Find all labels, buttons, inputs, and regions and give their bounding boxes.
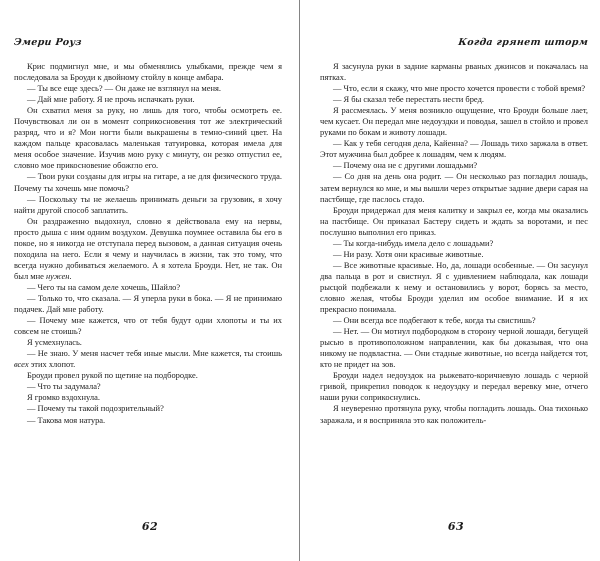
paragraph-text: — Не знаю. У меня насчет тебя иные мысли. Мне кажется, ты стоишь всех этих хлопот. bbox=[14, 348, 282, 370]
paragraph: — Поскольку ты не желаешь принимать деньги за грузовик, я хочу найти другой способ заплатить. bbox=[14, 193, 282, 215]
paragraph: Броуди придержал для меня калитку и закрыл ее, когда мы оказались на пастбище. Он приказал Бастеру сидеть и ждать за воротами, и пес послушно выполнил его приказ. bbox=[320, 204, 588, 237]
paragraph: — Что ты задумала? bbox=[27, 381, 101, 392]
paragraph: Я неуверенно протянула руку, чтобы погладить лошадь. Она тихонько заражала, и я восприняла это как положитель- bbox=[320, 403, 588, 425]
paragraph: Крис подмигнул мне, и мы обменялись улыбками, прежде чем я последовала за Броуди к двойному стойлу в конце амбара. bbox=[14, 61, 282, 83]
left-running-head: Эмери Роуз bbox=[13, 37, 83, 48]
paragraph: — Ты все еще здесь? — Он даже не взглянул на меня. bbox=[27, 83, 221, 94]
paragraph: — Я бы сказал тебе перестать нести бред. bbox=[333, 94, 484, 105]
paragraph: — Дай мне работу. Я не прочь испачкать руки. bbox=[27, 94, 195, 105]
paragraph: — Что, если я скажу, что мне просто хочется провести с тобой время? bbox=[333, 83, 586, 94]
left-page-body bbox=[14, 61, 282, 426]
paragraph: — Только то, что сказала. — Я уперла руки в бока. — Я не принимаю подачек. Дай мне работу. bbox=[14, 292, 282, 315]
paragraph-with-italic bbox=[14, 216, 282, 282]
paragraph: Я рассмеялась. У меня возникло ощущение, что Броуди больше лает, чем кусает. Он передал мне недоуздки и поводья, зашел в стойло и провел руками по бокам и животу лошади. bbox=[320, 105, 588, 138]
paragraph: Он схватил меня за руку, но лишь для того, чтобы осмотреть ее. Почувствовал ли он в момент соприкосновения тот же электрический разряд, что и я? Мои ногти были выкрашены в темно-синий цвет. На каждом пальце красовалась маленькая татуировка, которая имела для меня особое значение. Изучив мою руку с минуту, он резко отпустил ее, словно мое прикосновение обожгло его. bbox=[14, 105, 282, 171]
paragraph: — Твои руки созданы для игры на гитаре, а не для физического труда. Почему ты хочешь мне помочь? bbox=[14, 171, 282, 193]
paragraph: — Нет. — Он мотнул подбородком в сторону черной лошади, бегущей рысью в противоположном направлении, как бы доказывая, что она никому не подвластна. — Они стадные животные, но всегда найдется тот, кто не придет на зов. bbox=[320, 326, 588, 370]
paragraph: — Чего ты на самом деле хочешь, Шайло? bbox=[27, 281, 181, 292]
paragraph: Я громко вздохнула. bbox=[27, 392, 100, 403]
paragraph-text: Он раздраженно выдохнул, словно я действовала ему на нервы, просто дыша с ним одним воздухом. Девушка поумнее оставила бы его в покое, но я никогда не отступала перед вызовом, а данная ситуация очень походила на него. Если я чему и научилась в жизни, так это тому, что всегда нужно добиваться желаемого. А я хотела Броуди. Нет, не так. Он был мне нужен. bbox=[14, 215, 282, 281]
paragraph: — Все животные красивые. Но, да, лошади особенные. — Он засунул два пальца в рот и свистнул. Я с удивлением наблюдала, как лошади рысцой подбежали к нему и остановились у ворот, борясь за место, словно желая, чтобы Броуди уделил им особое внимание. И я их прекрасно понимала. bbox=[320, 259, 588, 315]
paragraph: — Они всегда все подбегают к тебе, когда ты свистишь? bbox=[333, 315, 536, 326]
paragraph: — Почему ты такой подозрительный? bbox=[27, 403, 164, 414]
paragraph: Я засунула руки в задние карманы рваных джинсов и покачалась на пятках. bbox=[320, 61, 588, 83]
paragraph: — Такова моя натура. bbox=[27, 414, 106, 425]
paragraph: Броуди надел недоуздок на рыжевато-коричневую лошадь с черной гривой, прикрепил поводок к недоуздку и передал веревку мне, отчего наши руки соприкоснулись. bbox=[320, 370, 588, 403]
paragraph: — Как у тебя сегодня дела, Кайенна? — Лошадь тихо заржала в ответ. Этот мужчина был добрее к лошадям, чем к людям. bbox=[320, 138, 588, 160]
paragraph: — Почему она не с другими лошадьми? bbox=[333, 160, 478, 171]
right-page-number: 63 bbox=[447, 520, 465, 533]
right-page bbox=[300, 0, 600, 561]
paragraph: — Почему мне кажется, что от тебя будут одни хлопоты и ты их совсем не стоишь? bbox=[14, 315, 282, 337]
right-page-body bbox=[320, 61, 588, 426]
emphasis: всех bbox=[14, 359, 29, 370]
paragraph: — Ни разу. Хотя они красивые животные. bbox=[333, 248, 484, 259]
paragraph: Броуди провел рукой по щетине на подбородке. bbox=[27, 370, 198, 381]
paragraph-with-italic bbox=[14, 348, 282, 370]
paragraph: — Со дня на день она родит. — Он несколько раз погладил лошадь, затем вернулся ко мне, и мы вышли через открытые задние двери сарая на пастбище, где паслось стадо. bbox=[320, 171, 588, 204]
paragraph: Я усмехнулась. bbox=[27, 337, 82, 348]
left-page-number: 62 bbox=[141, 520, 159, 533]
right-running-head: Когда грянет шторм bbox=[457, 37, 589, 48]
emphasis: нужен bbox=[46, 270, 70, 281]
paragraph: — Ты когда-нибудь имела дело с лошадьми? bbox=[333, 237, 494, 248]
